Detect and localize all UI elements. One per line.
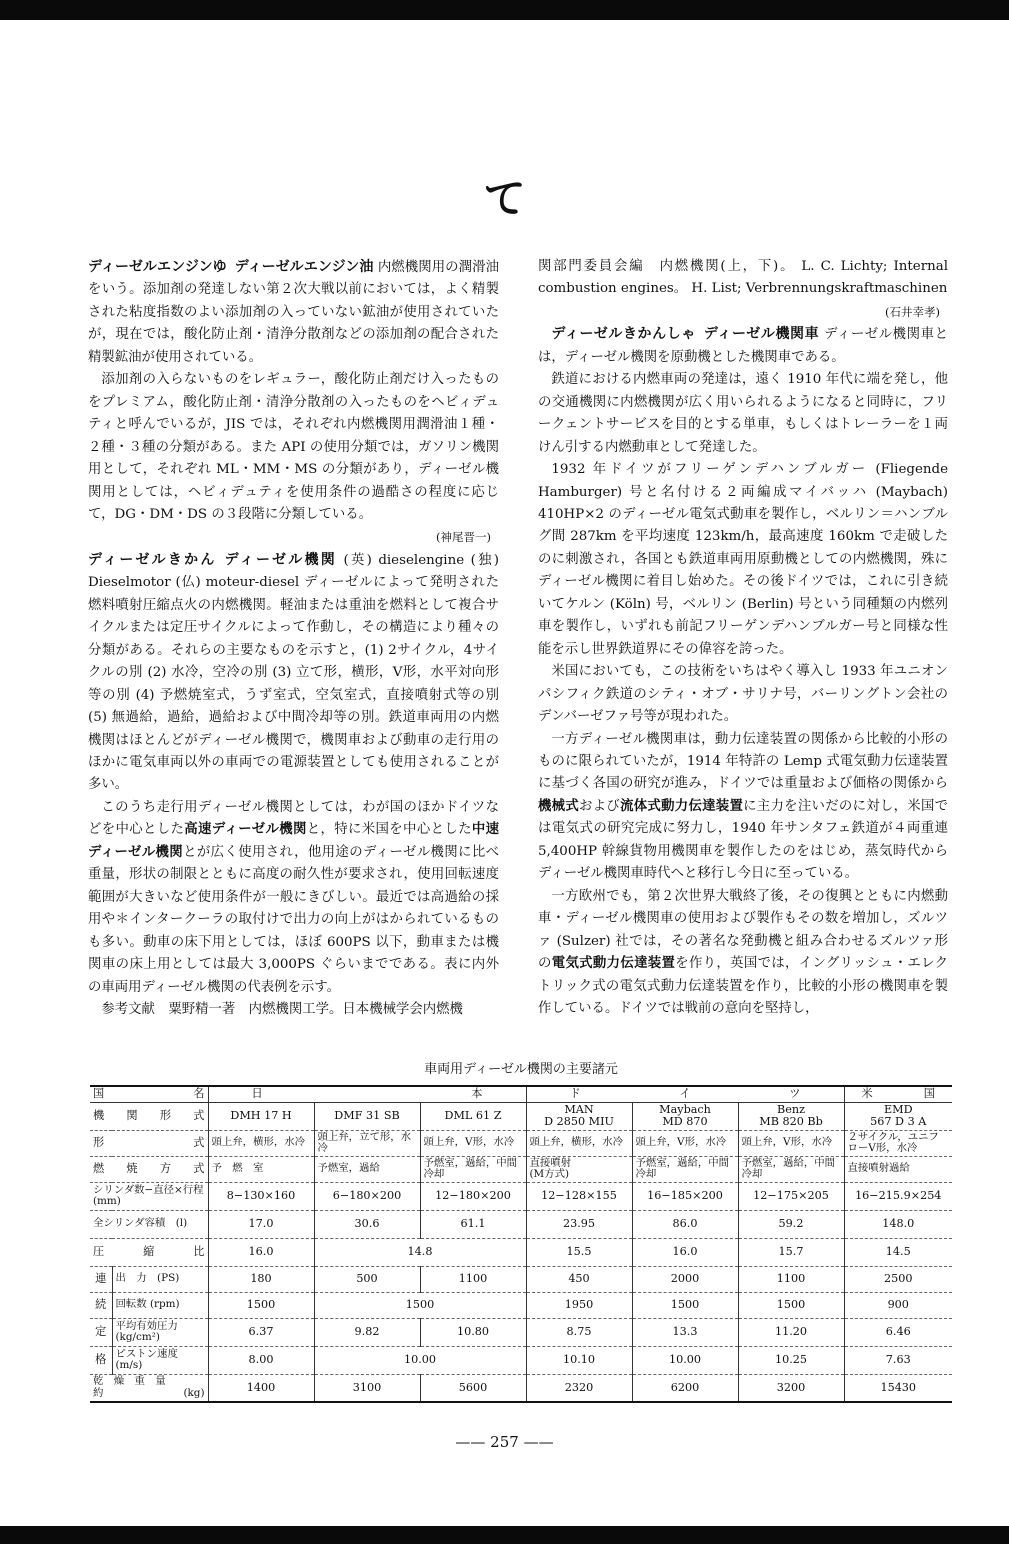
- cell-compression: 14.5: [885, 1244, 911, 1258]
- entry-text: ディーゼル機関車とは，ディーゼル機関を原動機とした機関車である。: [538, 327, 948, 365]
- entry-paragraph: 1932 年ドイツがフリーゲンデハンブルガー (Fliegende Hamburger) 号と名付ける２両編成マイバッハ (Maybach) 410HP×2 のディーゼル電気式動車を製作し，ベルリン＝ハンブルグ間 287km を平均速度 123km/h，最高速度 160km で走破したのに刺激され，各国とも鉄道車両用原動機としての内燃機関，殊にディーゼル機関に着目し始めた。その後ドイツでは，これに引き続いてケルン (Köln) 号，ベルリン (Berlin) 号という同種類の内燃列車を製作し，いずれも前記フリーゲンデハンブルガー号と同様な性能を示し世界鉄道界にその偉容を誇った。: [538, 462, 948, 657]
- cell-mep: 9.82: [314, 1318, 420, 1346]
- cell-mep: 10.80: [420, 1318, 526, 1346]
- cell-displacement: 86.0: [632, 1210, 738, 1238]
- cell-combustion: 予燃室，過給，中間冷却: [738, 1156, 844, 1182]
- cell-mep: 13.3: [632, 1318, 738, 1346]
- cell-displacement: 148.0: [882, 1216, 915, 1230]
- cell-piston-speed: 8.00: [208, 1346, 314, 1374]
- cell-model: EMD 567 D 3 A: [870, 1102, 927, 1128]
- cell-form: 頭上弁，横形，水冷: [208, 1130, 314, 1156]
- bold-term: 高速ディーゼル機関: [184, 822, 307, 838]
- table-row-piston-speed: [90, 1346, 952, 1374]
- header-country: 国 名: [90, 1086, 208, 1102]
- top-border: [0, 0, 1009, 20]
- cell-weight: 15430: [880, 1380, 917, 1394]
- cell-weight: 3200: [738, 1374, 844, 1402]
- row-label: 回転数 (rpm): [112, 1292, 208, 1318]
- row-label: 形 式: [90, 1130, 208, 1156]
- right-column: [538, 256, 948, 1020]
- headword: ディーゼル機関: [224, 551, 337, 568]
- cell-output: 180: [208, 1266, 314, 1292]
- cell-combustion: 予 燃 室: [208, 1156, 314, 1182]
- rated-group-char: 続: [90, 1292, 112, 1318]
- cell-model: DMF 31 SB: [314, 1102, 420, 1130]
- cell-form: 頭上弁，V形，水冷: [420, 1130, 526, 1156]
- bold-term: 流体式動力伝達装置: [620, 798, 744, 814]
- table-header-row: [90, 1086, 952, 1102]
- cell-cylinders: 6−180×200: [314, 1182, 420, 1210]
- cell-piston-speed: 10.25: [738, 1346, 844, 1374]
- cell-rpm: 1500: [208, 1292, 314, 1318]
- cell-cylinders: 12−180×200: [420, 1182, 526, 1210]
- cell-cylinders: 16−185×200: [632, 1182, 738, 1210]
- entry-diesel-locomotive: [538, 323, 948, 369]
- cell-cylinders: 16−215.9×254: [855, 1188, 942, 1202]
- cell-model: DML 61 Z: [420, 1102, 526, 1130]
- cell-model: Maybach MD 870: [632, 1102, 738, 1130]
- table-row-combustion: [90, 1156, 952, 1182]
- table-row-displacement: [90, 1210, 952, 1238]
- cell-displacement: 30.6: [314, 1210, 420, 1238]
- bold-term: 電気式動力伝達装置: [551, 956, 676, 972]
- cell-piston-speed: 10.00: [314, 1346, 526, 1374]
- cell-weight: 2320: [526, 1374, 632, 1402]
- row-label: 出 力 (PS): [112, 1266, 208, 1292]
- cell-model: MAN D 2850 MIU: [526, 1102, 632, 1130]
- row-label: シリンダ数−直径×行程 (mm): [90, 1182, 208, 1210]
- cell-combustion: 直接噴射過給: [847, 1162, 910, 1175]
- cell-model: Benz MB 820 Bb: [738, 1102, 844, 1130]
- cell-mep: 6.46: [885, 1324, 911, 1338]
- table-row-weight: [90, 1374, 952, 1402]
- cell-weight: 1400: [208, 1374, 314, 1402]
- cell-output: 450: [526, 1266, 632, 1292]
- rated-group-char: 格: [90, 1346, 112, 1374]
- table-row-rpm: [90, 1292, 952, 1318]
- cell-mep: 8.75: [526, 1318, 632, 1346]
- header-usa: 米 国: [861, 1087, 935, 1100]
- bold-term: 中速ディーゼル機関: [88, 822, 499, 860]
- entry-diesel-engine-oil: [88, 256, 499, 369]
- entry-paragraph: このうち走行用ディーゼル機関としては，わが国のほかドイツなどを中心とした高速ディーゼル機関と，特に米国を中心とした中速ディーゼル機関とが広く使用され，他用途のディーゼル機関に比べ重量，形状の制限とともに高度の耐久性が要求され，使用回転速度範囲が大きいなど使用条件が一般にきびしい。最近では高過給の採用や＊インタークーラの取付けで出力の向上がはかられているものも多い。動車の床下用としては，ほぼ 600PS 以下，動車または機関車の床上用としては最大 3,000PS ぐらいまでである。表に内外の車両用ディーゼル機関の代表例を示す。: [88, 799, 499, 995]
- page-number: —— 257 ——: [455, 1433, 554, 1451]
- cell-mep: 6.37: [208, 1318, 314, 1346]
- cell-compression: 16.0: [208, 1238, 314, 1266]
- bold-term: 機械式: [538, 798, 580, 814]
- headword: ディーゼルエンジン油: [234, 259, 374, 275]
- cell-rpm: 1950: [526, 1292, 632, 1318]
- rated-group-char: 連: [90, 1266, 112, 1292]
- section-heading: て: [483, 174, 526, 223]
- author-signature: (石井幸孝): [885, 304, 940, 319]
- headword: ディーゼル機関車: [703, 326, 820, 343]
- left-column: [88, 256, 499, 1021]
- entry-diesel-engine: [88, 549, 499, 797]
- cell-compression: 16.0: [632, 1238, 738, 1266]
- table-row-compression: [90, 1238, 952, 1266]
- cell-rpm: 1500: [314, 1292, 526, 1318]
- cell-compression: 15.7: [738, 1238, 844, 1266]
- cell-compression: 14.8: [314, 1238, 526, 1266]
- rated-group-char: 定: [90, 1318, 112, 1346]
- cell-cylinders: 12−128×155: [526, 1182, 632, 1210]
- headword-reading: ディーゼルきかん: [88, 551, 217, 568]
- engine-spec-table: [90, 1085, 952, 1403]
- header-germany: ド イ ツ: [526, 1086, 844, 1102]
- cell-displacement: 61.1: [420, 1210, 526, 1238]
- headword-reading: ディーゼルエンジンゆ: [88, 259, 227, 275]
- cell-mep: 11.20: [738, 1318, 844, 1346]
- bottom-border: [0, 1526, 1009, 1544]
- cell-cylinders: 12−175×205: [738, 1182, 844, 1210]
- row-label: 機 関 形 式: [90, 1102, 208, 1130]
- table-row-mep: [90, 1318, 952, 1346]
- cell-compression: 15.5: [526, 1238, 632, 1266]
- table-row-form: [90, 1130, 952, 1156]
- table-title: 車両用ディーゼル機関の主要諸元: [424, 1062, 618, 1077]
- cell-output: 2000: [632, 1266, 738, 1292]
- cell-weight: 6200: [632, 1374, 738, 1402]
- cell-rpm: 1500: [738, 1292, 844, 1318]
- header-japan: 日 本: [208, 1086, 526, 1102]
- cell-rpm: 900: [887, 1297, 909, 1311]
- cell-form: 頭上弁，横形，水冷: [526, 1130, 632, 1156]
- entry-paragraph: 米国においても，この技術をいちはやく導入し 1933 年ユニオンパシフィク鉄道のシティ・オブ・サリナ号，バーリングトン会社のデンバーゼファ号等が現われた。: [538, 664, 948, 725]
- entry-paragraph: 鉄道における内燃車両の発達は，遠く 1910 年代に端を発し，他の交通機関に内燃機関が広く用いられるようになると同時に，フリークェントサービスを目的とする単車，もしくはトレーラーを１両けん引する内燃動車として発達した。: [538, 372, 948, 455]
- cell-output: 1100: [420, 1266, 526, 1292]
- table-row-cylinders: [90, 1182, 952, 1210]
- cell-piston-speed: 10.10: [526, 1346, 632, 1374]
- cell-form: ２サイクル，ユニフローV形，水冷: [847, 1130, 939, 1154]
- cell-weight: 5600: [420, 1374, 526, 1402]
- entry-paragraph: 一方ディーゼル機関車は，動力伝達装置の関係から比較的小形のものに限られていたが，1914 年特許の Lemp 式電気動力伝達装置に基づく各国の研究が進み，ドイツでは重量および価格の関係から機械式および流体式動力伝達装置に主力を注いだのに対し，米国では電気式の研究完成に努力し，1940 年サンタフェ鉄道が４両重連 5,400HP 幹線貨物用機関車を製作したのをはじめ，蒸気時代からディーゼル機関車時代へと移行し今日に至っている。: [538, 731, 949, 882]
- cell-combustion: 予燃室，過給，中間冷却: [420, 1156, 526, 1182]
- cell-form: 頭上弁，V形，水冷: [738, 1130, 844, 1156]
- cell-displacement: 59.2: [738, 1210, 844, 1238]
- cell-displacement: 23.95: [526, 1210, 632, 1238]
- cell-piston-speed: 7.63: [885, 1352, 911, 1366]
- row-label: 圧 縮 比: [90, 1238, 208, 1266]
- cell-output: 500: [314, 1266, 420, 1292]
- entry-text: (英) dieselengine (独) Dieselmotor (仏) moteur-diesel ディーゼルによって発明された燃料噴射圧縮点火の内燃機関。軽油または重油を燃料として複合サイクルまたは定圧サイクルによって作動し，その構造により種々の分類がある。それらの主要なものを示すと，(1) 2サイクル，4サイクルの別 (2) 水冷，空冷の別 (3) 立て形，横形，V形，水平対向形等の別 (4) 予燃焼室式，うず室式，空気室式，直接噴射式等の別 (5) 無過給，過給，過給および中間冷却等の別。鉄道車両用の内燃機関はほとんどがディーゼル機関で，機関車および動車の走行用のほかに電気車両以外の車両での電源装置としても使用されることが多い。: [88, 552, 499, 793]
- row-label: 燃 焼 方 式: [90, 1156, 208, 1182]
- references-continued: 関部門委員会編 内燃機関(上，下)。 L. C. Lichty; Internal combustion engines。 H. List; Verbrennungskraftmaschinen: [538, 259, 948, 297]
- references: 参考文献 粟野精一著 内燃機関工学。日本機械学会内燃機: [101, 1001, 463, 1017]
- row-label: 乾 燥 重 量 約 (kg): [90, 1374, 208, 1402]
- entry-paragraph: 一方欧州でも，第２次世界大戦終了後，その復興とともに内燃動車・ディーゼル機関車の使用および製作もその数を増加し，ズルツァ (Sulzer) 社では，その著名な発動機と組み合わせるズルツァ形の電気式動力伝達装置を作り，英国では，イングリッシュ・エレクトリック式の電気式動力伝達装置を作り，比較的小形の機関車を製作している。ドイツでは戦前の意向を堅持し，: [538, 888, 949, 1016]
- cell-combustion: 直接噴射 (M方式): [526, 1156, 632, 1182]
- cell-combustion: 予燃室，過給，中間冷却: [632, 1156, 738, 1182]
- cell-output: 1100: [738, 1266, 844, 1292]
- headword-reading: ディーゼルきかんしゃ: [551, 326, 696, 343]
- cell-output: 2500: [884, 1271, 913, 1285]
- entry-text: 内燃機関用の潤滑油をいう。添加剤の発達しない第２次大戦以前においては，よく精製された粘度指数のよい添加剤の入っていない鉱油が使用されていたが，現在では，酸化防止剤・清浄分散剤などの添加剤の配合された精製鉱油が使用されている。: [88, 260, 499, 365]
- cell-weight: 3100: [314, 1374, 420, 1402]
- cell-rpm: 1500: [632, 1292, 738, 1318]
- row-label: ピストン速度(m/s): [112, 1346, 208, 1374]
- cell-piston-speed: 10.00: [632, 1346, 738, 1374]
- row-label: 全シリンダ容積 (l): [90, 1210, 208, 1238]
- entry-paragraph: 添加剤の入らないものをレギュラー，酸化防止剤だけ入ったものをプレミアム，酸化防止剤・清浄分散剤の入ったものをヘビィデュティと呼んでいるが，JIS では，それぞれ内燃機関用潤滑油１種・２種・３種の分類がある。また API の使用分類では，ガソリン機関用として，それぞれ ML・MM・MS の分類があり，ディーゼル機関用としては，ヘビィデュティを使用条件の過酷さの程度に応じて，DG・DM・DS の３段階に分類している。: [88, 372, 499, 522]
- cell-cylinders: 8−130×160: [208, 1182, 314, 1210]
- cell-form: 頭上弁，立て形，水冷: [314, 1130, 420, 1156]
- cell-form: 頭上弁，V形，水冷: [632, 1130, 738, 1156]
- row-label: 平均有効圧力(kg/cm²): [112, 1318, 208, 1346]
- author-signature: (神尾晋一): [436, 530, 491, 545]
- table-row-model: [90, 1102, 952, 1130]
- cell-displacement: 17.0: [208, 1210, 314, 1238]
- cell-model: DMH 17 H: [208, 1102, 314, 1130]
- cell-combustion: 予燃室，過給: [314, 1156, 420, 1182]
- table-row-output: [90, 1266, 952, 1292]
